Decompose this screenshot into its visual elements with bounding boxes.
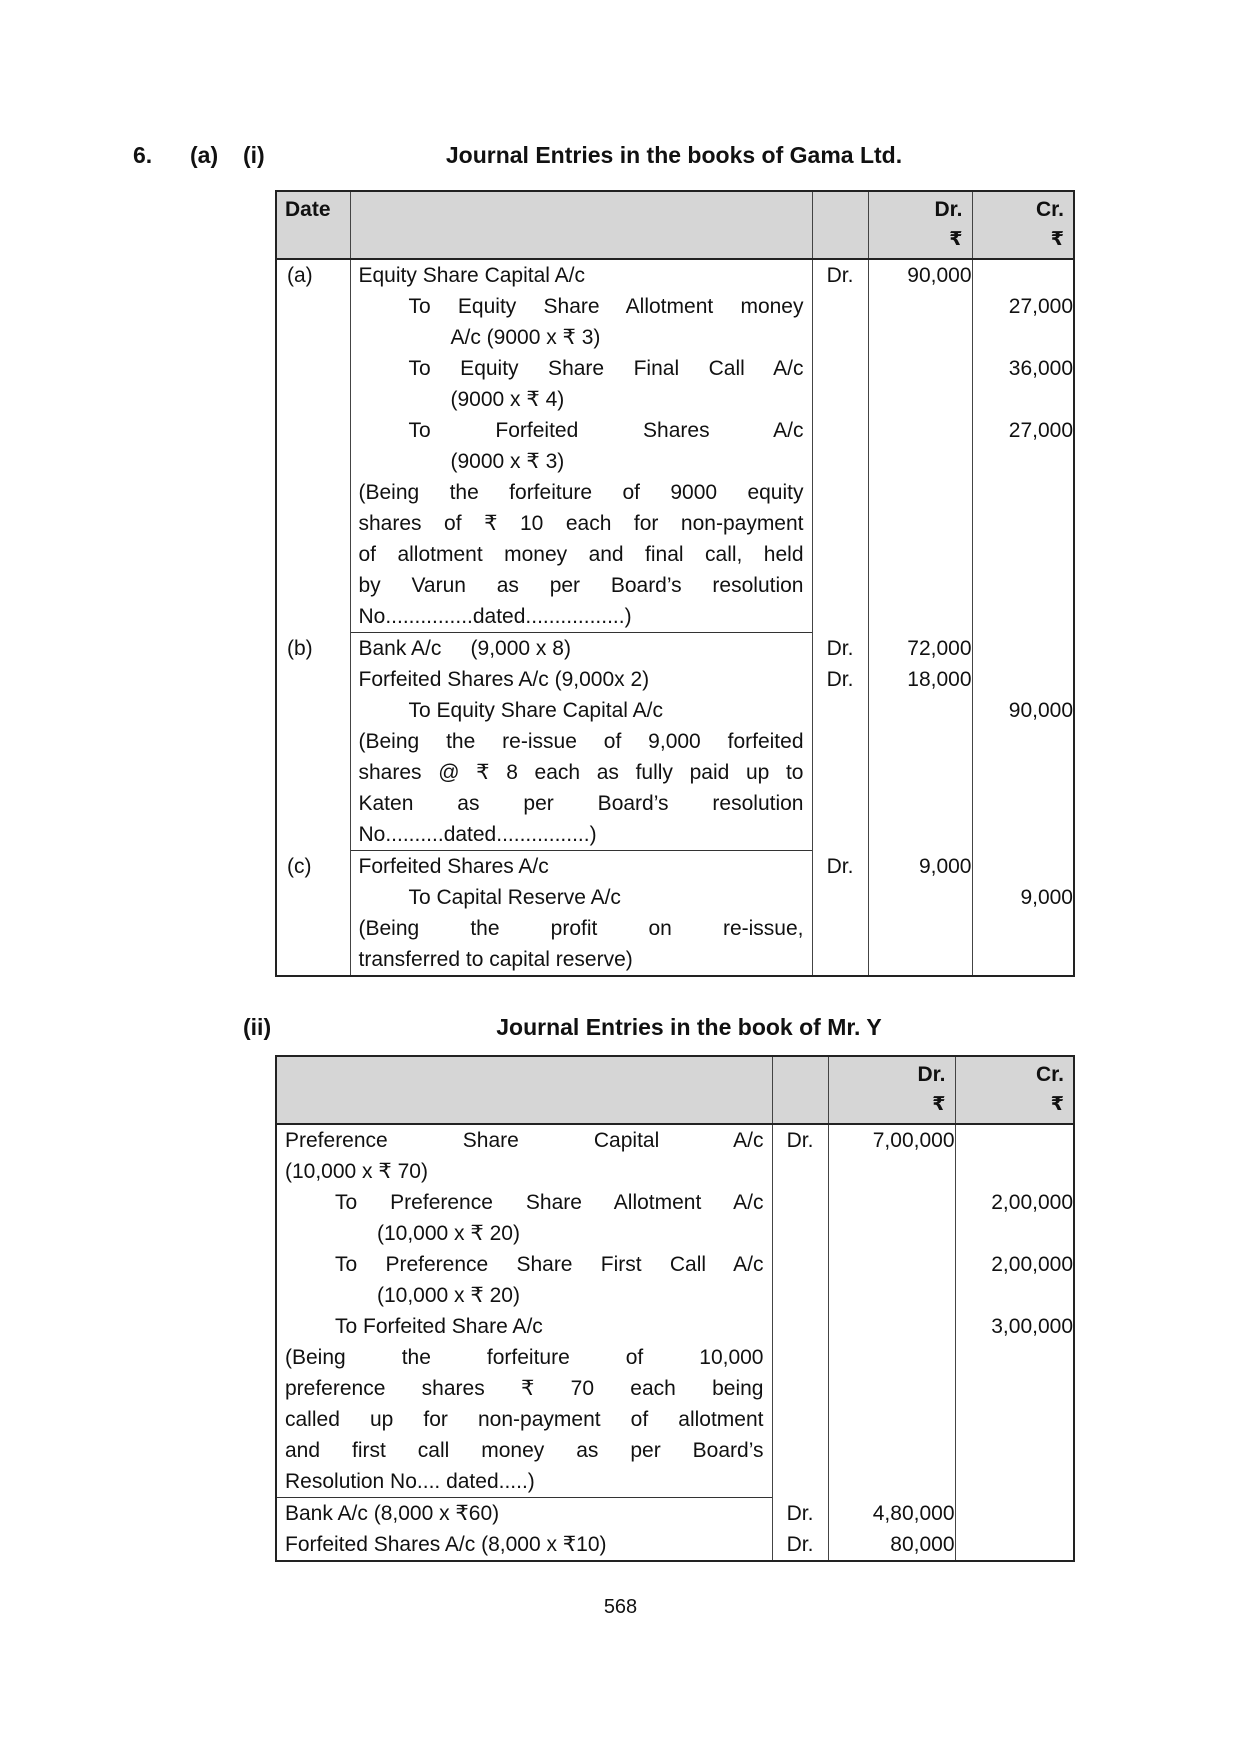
dr-marker-cell: Dr. <box>812 633 868 665</box>
journal-line <box>276 1311 1074 1342</box>
particulars-line: Forfeited Shares A/c <box>358 855 549 878</box>
credit-amount-cell: 3,00,000 <box>991 1315 1073 1338</box>
table-header-row <box>276 1056 1074 1124</box>
journal-line <box>276 1249 1074 1280</box>
particulars-line: A/c (9000 x ₹ 3) <box>450 326 601 349</box>
table-header-row <box>276 191 1074 259</box>
credit-amount-cell <box>972 259 1074 291</box>
entry-date: (a) <box>287 264 313 287</box>
particulars-line: Bank A/c (9,000 x 8) <box>358 637 571 660</box>
credit-amount-cell: 27,000 <box>1008 419 1073 442</box>
table-title-mry: Journal Entries in the book of Mr. Y <box>496 1014 882 1040</box>
debit-amount-cell: 72,000 <box>868 633 972 665</box>
particulars-line: To Equity Share Allotment money <box>408 295 804 318</box>
rupee-symbol: ₹ <box>949 229 963 250</box>
debit-amount-cell: 18,000 <box>868 664 972 695</box>
journal-line <box>276 1156 1074 1187</box>
dr-header-cell <box>828 1056 955 1124</box>
journal-line <box>276 757 1074 788</box>
cr-header-label: Cr. <box>1035 198 1064 221</box>
journal-line <box>276 1187 1074 1218</box>
cr-header-cell <box>955 1056 1074 1124</box>
journal-line <box>276 726 1074 757</box>
particulars-cell <box>350 259 812 291</box>
journal-line <box>276 601 1074 633</box>
dr-marker-cell: Dr. <box>812 851 868 883</box>
dr-marker-cell: Dr. <box>772 1124 828 1156</box>
narration-line: of allotment money and final call, held <box>358 543 804 566</box>
particulars-line: To Equity Share Final Call A/c <box>408 357 804 380</box>
journal-line <box>276 819 1074 851</box>
journal-line <box>276 415 1074 446</box>
credit-amount-cell: 9,000 <box>1020 886 1073 909</box>
particulars-line: (10,000 x ₹ 70) <box>285 1160 428 1183</box>
part-label-i: (i) <box>243 142 265 168</box>
particulars-line: Forfeited Shares A/c (9,000x 2) <box>358 668 650 691</box>
narration-line: Resolution No.... dated.....) <box>285 1470 535 1493</box>
part-label-ii: (ii) <box>243 1014 272 1040</box>
narration-line: Katen as per Board’s resolution <box>358 792 804 815</box>
dr-header-cell <box>868 191 972 259</box>
section-heading-1 <box>133 140 1073 171</box>
journal-line <box>276 539 1074 570</box>
narration-line: shares of ₹ 10 each for non-payment <box>358 512 804 535</box>
journal-line <box>276 695 1074 726</box>
journal-line <box>276 1124 1074 1156</box>
particulars-line: (9000 x ₹ 3) <box>450 450 565 473</box>
journal-line <box>276 944 1074 976</box>
credit-amount-cell: 2,00,000 <box>991 1191 1073 1214</box>
particulars-line: Equity Share Capital A/c <box>358 264 585 287</box>
dr-header-label: Dr. <box>917 1063 946 1086</box>
debit-amount-cell: 9,000 <box>868 851 972 883</box>
particulars-line: (9000 x ₹ 4) <box>450 388 565 411</box>
page-number: 568 <box>603 1596 638 1618</box>
journal-table-gama <box>275 190 1075 977</box>
narration-line: (Being the re-issue of 9,000 forfeited <box>358 730 804 753</box>
journal-line <box>276 1280 1074 1311</box>
entry-date: (b) <box>287 636 313 660</box>
journal-line <box>276 1218 1074 1249</box>
particulars-line: Forfeited Shares A/c (8,000 x ₹10) <box>285 1533 607 1556</box>
particulars-line: Bank A/c (8,000 x ₹60) <box>285 1502 500 1525</box>
particulars-line: (10,000 x ₹ 20) <box>377 1284 520 1307</box>
journal-line <box>276 322 1074 353</box>
narration-line: No...............dated.................) <box>358 605 632 628</box>
particulars-header-cell <box>276 1056 772 1124</box>
journal-line <box>276 1373 1074 1404</box>
debit-amount-cell: 4,80,000 <box>828 1498 955 1530</box>
journal-line <box>276 633 1074 665</box>
rupee-symbol: ₹ <box>1050 1094 1064 1115</box>
journal-line <box>276 291 1074 322</box>
narration-line: (Being the profit on re-issue, <box>358 917 804 940</box>
date-header-cell <box>276 191 350 259</box>
narration-line: (Being the forfeiture of 10,000 <box>285 1346 764 1369</box>
journal-line <box>276 1498 1074 1530</box>
marker-header-cell <box>772 1056 828 1124</box>
journal-line <box>276 1342 1074 1373</box>
credit-amount-cell: 27,000 <box>1008 295 1073 318</box>
question-number: 6. <box>133 142 153 168</box>
journal-line <box>276 259 1074 291</box>
particulars-line: To Forfeited Share A/c <box>335 1315 543 1338</box>
sub-question-label: (a) <box>190 142 219 168</box>
journal-line <box>276 1529 1074 1561</box>
entry-date-cell <box>276 633 350 665</box>
journal-line <box>276 1466 1074 1498</box>
particulars-line: To Preference Share First Call A/c <box>335 1253 764 1276</box>
narration-line: by Varun as per Board’s resolution <box>358 574 804 597</box>
entry-date-cell <box>276 851 350 883</box>
narration-line: No..........dated................) <box>358 823 597 846</box>
debit-amount-cell: 90,000 <box>868 259 972 291</box>
debit-amount-cell: 80,000 <box>828 1529 955 1561</box>
narration-line: and first call money as per Board’s <box>285 1439 764 1462</box>
credit-amount-cell: 36,000 <box>1008 357 1073 380</box>
dr-marker-cell: Dr. <box>772 1498 828 1530</box>
journal-line <box>276 353 1074 384</box>
debit-amount-cell: 7,00,000 <box>828 1124 955 1156</box>
credit-amount-cell: 2,00,000 <box>991 1253 1073 1276</box>
section-heading-2 <box>243 1012 1073 1043</box>
particulars-line: Preference Share Capital A/c <box>285 1129 764 1152</box>
date-header-label: Date <box>285 198 331 221</box>
particulars-line: (10,000 x ₹ 20) <box>377 1222 520 1245</box>
particulars-line: To Preference Share Allotment A/c <box>335 1191 764 1214</box>
narration-line: preference shares ₹ 70 each being <box>285 1377 764 1400</box>
journal-line <box>276 913 1074 944</box>
credit-amount-cell: 90,000 <box>1008 699 1073 722</box>
journal-line <box>276 788 1074 819</box>
journal-table-mry <box>275 1055 1075 1562</box>
entry-date-cell <box>276 259 350 291</box>
particulars-line: To Forfeited Shares A/c <box>408 419 804 442</box>
rupee-symbol: ₹ <box>932 1094 946 1115</box>
narration-line: transferred to capital reserve) <box>358 948 633 971</box>
journal-line <box>276 664 1074 695</box>
journal-line <box>276 570 1074 601</box>
journal-line <box>276 508 1074 539</box>
rupee-symbol: ₹ <box>1050 229 1064 250</box>
narration-line: shares @ ₹ 8 each as fully paid up to <box>358 761 804 784</box>
journal-line <box>276 384 1074 415</box>
journal-line <box>276 882 1074 913</box>
dr-marker-cell: Dr. <box>772 1529 828 1561</box>
journal-line <box>276 477 1074 508</box>
dr-marker-cell: Dr. <box>812 664 868 695</box>
cr-header-cell <box>972 191 1074 259</box>
dr-header-label: Dr. <box>934 198 963 221</box>
particulars-line: To Equity Share Capital A/c <box>408 699 663 722</box>
marker-header-cell <box>812 191 868 259</box>
narration-line: (Being the forfeiture of 9000 equity <box>358 481 804 504</box>
journal-line <box>276 851 1074 883</box>
dr-marker-cell: Dr. <box>812 259 868 291</box>
narration-line: called up for non-payment of allotment <box>285 1408 764 1431</box>
particulars-header-cell <box>350 191 812 259</box>
particulars-line: To Capital Reserve A/c <box>408 886 621 909</box>
journal-line <box>276 446 1074 477</box>
table-title-gama: Journal Entries in the books of Gama Ltd. <box>445 142 903 168</box>
journal-line <box>276 1404 1074 1435</box>
entry-date: (c) <box>287 854 312 878</box>
cr-header-label: Cr. <box>1035 1063 1064 1086</box>
journal-line <box>276 1435 1074 1466</box>
